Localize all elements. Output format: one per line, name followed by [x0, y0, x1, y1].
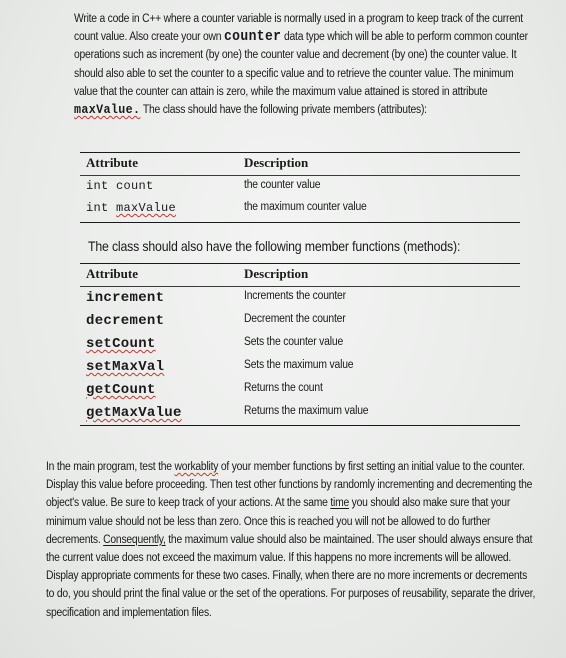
table-row [80, 402, 520, 425]
table-row [80, 310, 520, 333]
intro-paragraph [74, 10, 535, 119]
table-rule [80, 425, 520, 426]
method-name: decrement [86, 313, 165, 329]
attribute-identifier: maxValue [116, 201, 177, 215]
table-rule [80, 222, 520, 223]
intro-text-3: The class should have the following private members (attributes): [140, 104, 427, 117]
underlined-word: time [330, 497, 350, 510]
method-name: getMaxValue [86, 405, 182, 421]
method-name: setMaxVal [86, 359, 165, 375]
header-attribute: Attribute [86, 155, 138, 170]
main-text-2: of your member functions by first setting an initial value to the counter. Display this value before proceeding. Then test other functions by randomly incrementing and decrementing the object's value. Be sure to keep track of your actions. At the same [46, 461, 533, 510]
intro-text-1: Write a code in C++ where a counter variable is normally used in a program to keep track of the current count value. Also create your own [74, 13, 523, 44]
attribute-description: the maximum counter value [244, 201, 367, 213]
maxvalue-keyword: maxValue. [74, 102, 141, 118]
table-row [80, 356, 520, 379]
method-name: increment [86, 290, 165, 306]
method-description: Sets the counter value [244, 336, 344, 348]
table-header-row [80, 264, 520, 286]
counter-keyword: counter [223, 29, 282, 46]
header-description: Description [244, 155, 309, 170]
main-text-3: you should also make sure that your minimum value should not be less than zero. Once this is reached you will not be allowed to do further decrements. [46, 497, 511, 546]
table-row [80, 176, 520, 198]
method-name: getCount [86, 382, 156, 398]
method-description: Increments the counter [244, 290, 346, 302]
table-row [80, 287, 520, 310]
table-row [80, 198, 520, 222]
method-description: Sets the maximum value [244, 359, 354, 371]
methods-table [80, 263, 520, 426]
method-description: Returns the maximum value [244, 405, 369, 417]
header-description: Description [244, 266, 309, 281]
table-header-row [80, 153, 520, 175]
main-text-1: In the main program, test the [46, 461, 175, 473]
table-row [80, 333, 520, 356]
misspelled-word: workablity [174, 461, 219, 473]
header-attribute: Attribute [86, 266, 138, 281]
method-description: Decrement the counter [244, 313, 346, 325]
attribute-name [86, 201, 176, 215]
attribute-name: int count [86, 179, 154, 193]
intro-text-2: data type which will be able to perform common counter operations such as increment (by one) the counter value and decrement (by one) the counter value. It should also able to set the counter to a specific value and to retrieve the counter value. The minimum value that the counter can attain is zero, while the maximum value attained is stored in attribute [74, 31, 528, 98]
attribute-description: the counter value [244, 179, 321, 191]
attribute-type: int [86, 201, 117, 215]
main-program-paragraph [46, 458, 537, 622]
method-name: setCount [86, 336, 156, 352]
table-row [80, 379, 520, 402]
main-text-4: the maximum value should also be maintained. The user should always ensure that the current value does not exceed the maximum value. If this happens no more increments will be allowed. Display appropriate comments for these two cases. Finally, when there are no more increments or decrements to do, you should print the final value or the set of the operations. For purposes of reusability, separate the driver, specification and implementation files. [46, 533, 536, 619]
attributes-table [80, 152, 520, 223]
methods-intro: The class should also have the following member functions (methods): [88, 238, 461, 254]
underlined-word: Consequently, [103, 533, 166, 546]
method-description: Returns the count [244, 382, 323, 394]
